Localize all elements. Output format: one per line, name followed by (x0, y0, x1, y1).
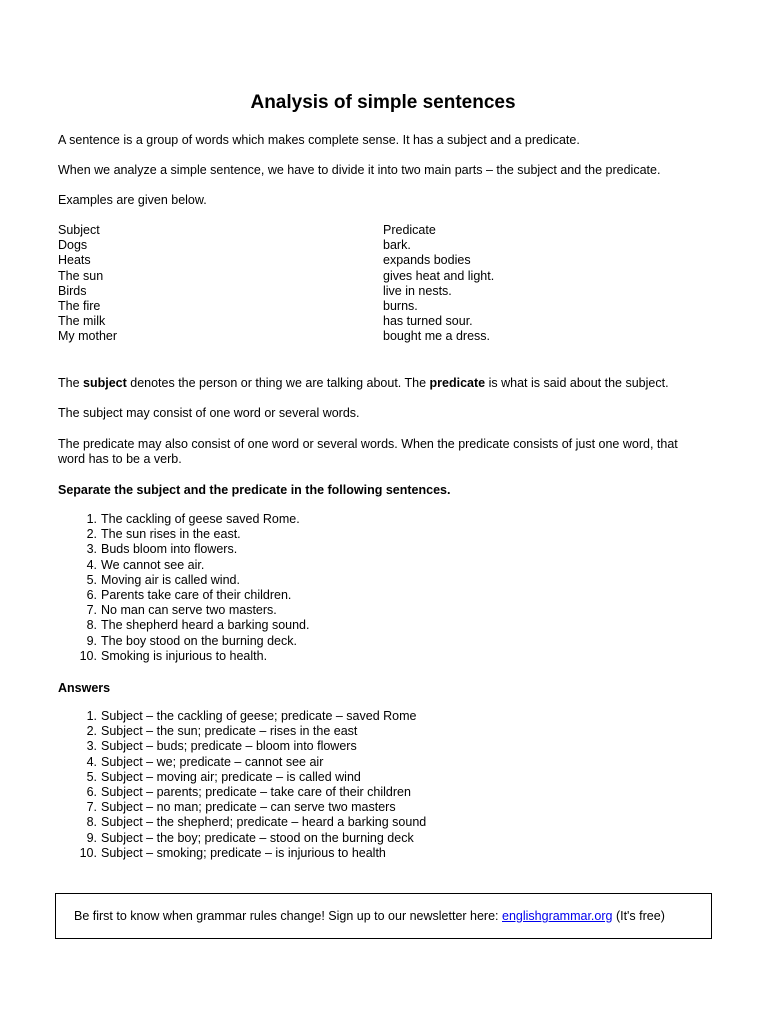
subject-words-paragraph: The subject may consist of one word or several words. (58, 406, 360, 420)
newsletter-text (74, 909, 665, 923)
item-text: Subject – moving air; predicate – is called wind (101, 769, 361, 784)
list-item (58, 831, 708, 846)
item-number: 3. (86, 542, 97, 557)
definition-mid: denotes the person or thing we are talking about. The (126, 376, 430, 390)
item-number: 7. (86, 800, 97, 815)
item-text: The boy stood on the burning deck. (101, 633, 297, 648)
subject-header: Subject (58, 223, 100, 237)
list-item (58, 558, 708, 573)
item-number: 4. (86, 754, 97, 769)
example-subject: Birds (58, 283, 87, 298)
item-number: 4. (86, 557, 97, 572)
example-predicate: bark. (383, 238, 411, 253)
item-number: 9. (86, 633, 97, 648)
list-item (58, 709, 708, 724)
example-row (58, 269, 708, 284)
item-number: 7. (86, 603, 97, 618)
list-item (58, 618, 708, 633)
example-subject: The fire (58, 298, 101, 313)
item-text: Subject – the boy; predicate – stood on the burning deck (101, 830, 414, 845)
item-text: Subject – smoking; predicate – is injurious to health (101, 845, 386, 860)
item-number: 3. (86, 739, 97, 754)
example-row (58, 253, 708, 268)
item-text: No man can serve two masters. (101, 603, 277, 618)
list-item (58, 542, 708, 557)
item-number: 6. (86, 784, 97, 799)
list-item (58, 815, 708, 830)
newsletter-link[interactable]: englishgrammar.org (502, 909, 613, 923)
item-text: Buds bloom into flowers. (101, 542, 238, 557)
list-item (58, 770, 708, 785)
example-subject: The sun (58, 268, 104, 283)
answers-heading: Answers (58, 681, 111, 695)
item-text: Subject – we; predicate – cannot see air (101, 754, 324, 769)
example-subject: My mother (58, 329, 118, 344)
item-number: 6. (86, 587, 97, 602)
exercise-list (58, 512, 708, 664)
newsletter-post: (It's free) (612, 909, 665, 923)
item-text: Subject – the shepherd; predicate – heard a barking sound (101, 815, 427, 830)
item-text: The shepherd heard a barking sound. (101, 618, 310, 633)
examples-table (58, 223, 708, 345)
item-number: 10. (79, 648, 97, 663)
item-number: 8. (86, 815, 97, 830)
item-number: 8. (86, 618, 97, 633)
item-text: Subject – no man; predicate – can serve two masters (101, 800, 396, 815)
item-number: 1. (86, 709, 97, 723)
intro-paragraph-1: A sentence is a group of words which makes complete sense. It has a subject and a predicate. (58, 133, 580, 147)
list-item (58, 634, 708, 649)
newsletter-pre: Be first to know when grammar rules change! Sign up to our newsletter here: (74, 909, 502, 923)
item-text: The sun rises in the east. (101, 527, 241, 542)
example-predicate: burns. (383, 298, 418, 313)
example-predicate: gives heat and light. (383, 268, 495, 283)
examples-header-row (58, 223, 708, 238)
list-item (58, 724, 708, 739)
item-text: We cannot see air. (101, 557, 205, 572)
definition-pre: The (58, 376, 84, 390)
example-predicate: expands bodies (383, 253, 471, 268)
predicate-header: Predicate (383, 223, 436, 237)
item-number: 5. (86, 572, 97, 587)
list-item (58, 527, 708, 542)
item-number: 2. (86, 527, 97, 542)
definition-post: is what is said about the subject. (485, 376, 669, 390)
example-row (58, 329, 708, 344)
predicate-term: predicate (429, 376, 486, 390)
list-item (58, 739, 708, 754)
example-predicate: live in nests. (383, 283, 452, 298)
item-text: Parents take care of their children. (101, 587, 292, 602)
example-predicate: bought me a dress. (383, 329, 491, 344)
list-item (58, 785, 708, 800)
list-item (58, 800, 708, 815)
example-row (58, 284, 708, 299)
example-predicate: has turned sour. (383, 314, 473, 329)
predicate-words-paragraph: The predicate may also consist of one word or several words. When the predicate consists of just one word, that word has to be a verb. (58, 437, 678, 466)
item-text: Moving air is called wind. (101, 572, 240, 587)
answers-list (58, 709, 708, 861)
newsletter-box (55, 893, 712, 939)
page-title: Analysis of simple sentences (250, 92, 516, 113)
item-text: Smoking is injurious to health. (101, 648, 268, 663)
item-text: The cackling of geese saved Rome. (101, 512, 300, 526)
list-item (58, 755, 708, 770)
item-text: Subject – the cackling of geese; predicate – saved Rome (101, 709, 417, 723)
example-subject: Heats (58, 253, 91, 268)
list-item (58, 649, 708, 664)
item-number: 2. (86, 724, 97, 739)
example-subject: The milk (58, 314, 106, 329)
item-number: 9. (86, 830, 97, 845)
exercise-heading: Separate the subject and the predicate in the following sentences. (58, 483, 451, 497)
item-text: Subject – the sun; predicate – rises in the east (101, 724, 358, 739)
example-row (58, 238, 708, 253)
definition-paragraph (58, 376, 708, 391)
item-text: Subject – parents; predicate – take care of their children (101, 784, 411, 799)
example-row (58, 314, 708, 329)
list-item (58, 573, 708, 588)
intro-paragraph-3: Examples are given below. (58, 193, 207, 207)
item-text: Subject – buds; predicate – bloom into flowers (101, 739, 357, 754)
list-item (58, 588, 708, 603)
item-number: 5. (86, 769, 97, 784)
list-item (58, 603, 708, 618)
subject-term: subject (83, 376, 127, 390)
item-number: 1. (86, 512, 97, 526)
list-item (58, 846, 708, 861)
example-row (58, 299, 708, 314)
intro-paragraph-2: When we analyze a simple sentence, we have to divide it into two main parts – the subject and the predicate. (58, 163, 661, 177)
list-item (58, 512, 708, 527)
item-number: 10. (79, 845, 97, 860)
example-subject: Dogs (58, 238, 88, 253)
